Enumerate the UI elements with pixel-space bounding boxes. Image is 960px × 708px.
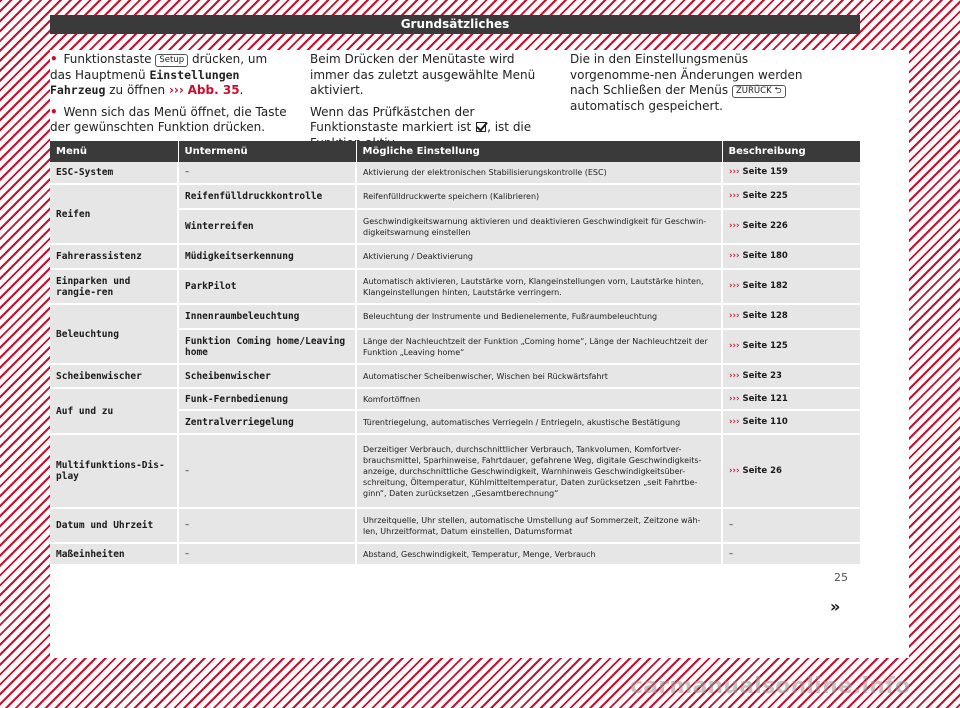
column-header-menu: Menü [50,141,178,162]
menu-cell: Reifen [50,184,178,244]
table-row [50,304,860,329]
menu-cell: Beleuchtung [50,304,178,364]
ref-chevron-icon: ››› [729,191,740,201]
submenu-cell: – [178,434,356,508]
checkbox-checked-icon [476,122,486,132]
setting-cell: Beleuchtung der Instrumente und Bedienelemente, Fußraumbeleuchtung [356,304,722,329]
submenu-cell: Müdigkeitserkennung [178,244,356,269]
menu-cell: Maßeinheiten [50,543,178,565]
ref-chevron-icon: ››› [729,167,740,177]
intro-column-1 [50,52,290,142]
setting-cell: Automatisch aktivieren, Lautstärke vorn, Klangeinstellungen vorn, Lautstärke hinten, Klangeinstellungen hinten, Lautstärke verringern. [356,269,722,304]
submenu-cell: – [178,543,356,565]
submenu-cell: Funktion Coming home/Leaving home [178,329,356,364]
menu-cell: Scheibenwischer [50,364,178,388]
menu-cell: Auf und zu [50,388,178,434]
back-key: ZURÜCK ⮌ [732,85,786,98]
table-row [50,388,860,410]
ref-chevron-icon: ››› [729,221,740,231]
setting-cell: Uhrzeitquelle, Uhr stellen, automatische Umstellung auf Sommerzeit, Zeitzone wäh-len, Uhrzeitformat, Datum einstellen, Datumsformat [356,508,722,543]
submenu-cell: Zentralverriegelung [178,410,356,434]
bullet-icon: • [50,104,58,119]
watermark: carmanualsonline.info [630,674,911,699]
table-row [50,364,860,388]
table-row [50,184,860,209]
table-row [50,244,860,269]
table-header-row [50,141,860,162]
setting-cell: Länge der Nachleuchtzeit der Funktion „Coming home“, Länge der Nachleuchtzeit der Funktion „Leaving home“ [356,329,722,364]
table-row [50,434,860,508]
page-ref-link[interactable]: ››› Seite 121 [722,388,860,410]
setting-cell: Aktivierung / Deaktivierung [356,244,722,269]
ref-chevron-icon: ››› [729,281,740,291]
bullet-icon: • [50,52,58,66]
table-row [50,508,860,543]
submenu-cell: Reifenfülldruckkontrolle [178,184,356,209]
page-ref-link[interactable]: ››› Seite 23 [722,364,860,388]
ref-chevron-icon: ››› [729,416,740,427]
setting-cell: Geschwindigkeitswarnung aktivieren und deaktivieren Geschwindigkeit für Geschwin-digkeitswarnung einstellen [356,209,722,244]
menu-cell: Datum und Uhrzeit [50,508,178,543]
ref-chevron-icon: ››› [729,393,740,404]
submenu-cell: Innenraumbeleuchtung [178,304,356,329]
submenu-cell: ParkPilot [178,269,356,304]
page-ref-link[interactable]: ››› Seite 225 [722,184,860,209]
menu-cell: Fahrerassistenz [50,244,178,269]
intro-bullet-2: • Wenn sich das Menü öffnet, die Taste der gewünschten Funktion drücken. [50,104,287,134]
intro-paragraph-3: Die in den Einstellungsmenüs vorgenomme-nen Änderungen werden nach Schließen der Menüs ZURÜCK ⮌ automatisch gespeichert. [570,52,803,113]
section-header: Grundsätzliches [50,15,860,34]
page-ref-link[interactable]: ››› Seite 110 [722,410,860,434]
page-ref-link[interactable]: ››› Seite 182 [722,269,860,304]
ref-chevron-icon: ››› [729,465,740,476]
setting-cell: Aktivierung der elektronischen Stabilisierungskontrolle (ESC) [356,162,722,184]
column-header-setting: Mögliche Einstellung [356,141,722,162]
intro-paragraph-2: Wenn das Prüfkästchen der Funktionstaste markiert ist , ist die [310,104,532,134]
description-cell: – [722,543,860,565]
table-row [50,162,860,184]
figure-ref-link[interactable]: Abb. 35 [187,83,240,97]
page-ref-link[interactable]: ››› Seite 226 [722,209,860,244]
column-header-submenu: Untermenü [178,141,356,162]
setting-cell: Derzeitiger Verbrauch, durchschnittlicher Verbrauch, Tankvolumen, Komfortver-brauchsmittel, Sparhinweise, Fahrtdauer, gefahrene Weg, digitale Geschwindigkeits-anzeige, durchschnittliche Geschwindigkeit, Warnhinweis Geschwindigkeitsüber-schreitung, Öltemperatur, Kühlmitteltemperatur, Daten zurücksetzen „seit Fahrtbe-ginn“, Daten zurücksetzen „Gesamtberechnung“ [356,434,722,508]
submenu-cell: – [178,162,356,184]
ref-chevron-icon: ››› [729,341,740,351]
column-header-description: Beschreibung [722,141,860,162]
setting-cell: Komfortöffnen [356,388,722,410]
submenu-cell: – [178,508,356,543]
figure-ref-chevron: ››› [168,83,184,97]
submenu-cell: Funk-Fernbedienung [178,388,356,410]
ref-chevron-icon: ››› [729,311,740,321]
table-row [50,269,860,304]
ref-chevron-icon: ››› [729,251,740,261]
submenu-cell: Winterreifen [178,209,356,244]
back-arrow-icon: ⮌ [774,86,782,96]
setting-cell: Abstand, Geschwindigkeit, Temperatur, Menge, Verbrauch [356,543,722,565]
setting-cell: Automatischer Scheibenwischer, Wischen bei Rückwärtsfahrt [356,364,722,388]
setting-cell: Türentriegelung, automatisches Verriegeln / Entriegeln, akustische Bestätigung [356,410,722,434]
menu-cell: ESC-System [50,162,178,184]
menu-name: Einstellungen Fahrzeug [50,67,240,97]
intro-paragraph-1: Beim Drücken der Menütaste wird immer das zuletzt ausgewählte Menü aktiviert. [310,52,536,97]
setup-key: Setup [155,54,188,67]
description-cell: – [722,508,860,543]
ref-chevron-icon: ››› [729,370,740,381]
table-row [50,543,860,565]
page-ref-link[interactable]: ››› Seite 125 [722,329,860,364]
setting-cell: Reifenfülldruckwerte speichern (Kalibrieren) [356,184,722,209]
intro-column-3 [570,52,810,120]
intro-bullet-1: • Funktionstaste Setup drücken, um das Hauptmenü Einstellungen Fahrzeug zu öffnen ››› Abb. 35. [50,52,268,97]
page-number: 25 [834,571,848,584]
page-ref-link[interactable]: ››› Seite 180 [722,244,860,269]
next-page-icon[interactable]: » [830,597,841,616]
page-ref-link[interactable]: ››› Seite 128 [722,304,860,329]
page-ref-link[interactable]: ››› Seite 159 [722,162,860,184]
page-ref-link[interactable]: ››› Seite 26 [722,434,860,508]
menu-cell: Einparken und rangie-ren [50,269,178,304]
submenu-cell: Scheibenwischer [178,364,356,388]
settings-table [50,141,860,566]
menu-cell: Multifunktions-Dis-play [50,434,178,508]
